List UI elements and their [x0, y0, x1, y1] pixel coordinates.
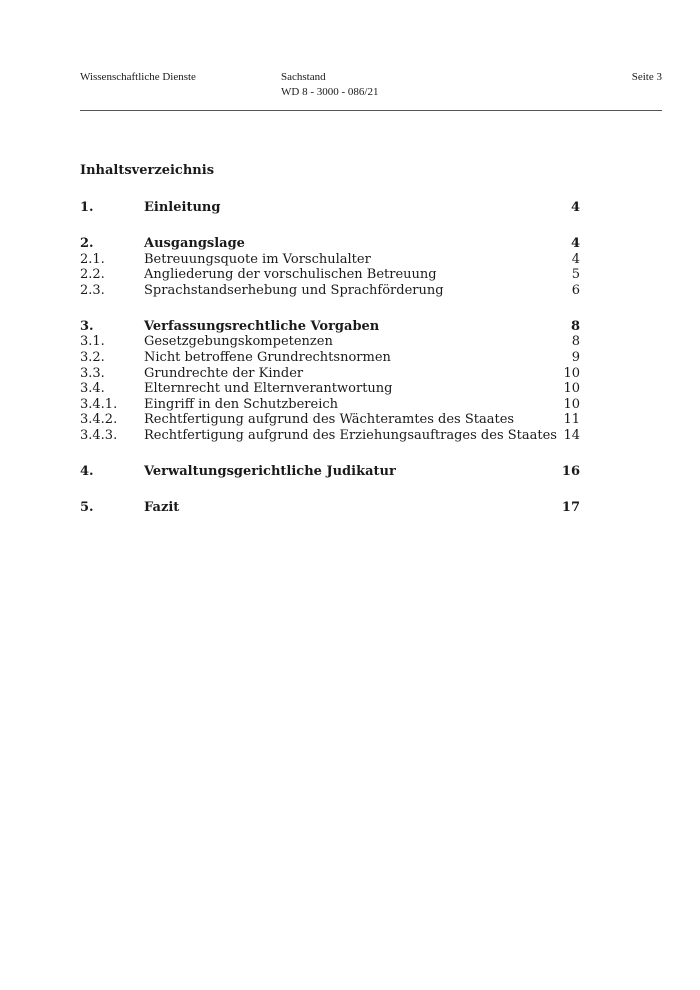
toc-entry-number: 2.2. — [80, 267, 105, 283]
toc-entry-title: Rechtfertigung aufgrund des Erziehungsauftrages des Staates — [144, 427, 557, 443]
toc-entry-number: 3.4.2. — [80, 412, 118, 428]
toc-entry-number: 3.4.3. — [80, 427, 118, 443]
header-divider — [80, 110, 662, 111]
toc-entry-title: Angliederung der vorschulischen Betreuung — [144, 267, 437, 283]
toc-entry-number: 3.1. — [80, 334, 105, 350]
toc-entry[interactable] — [80, 500, 580, 516]
toc-entry-title: Elternrecht und Elternverantwortung — [144, 381, 393, 397]
toc-entry-page: 10 — [563, 365, 580, 381]
toc-entry-title: Ausgangslage — [144, 235, 245, 251]
toc-entry[interactable] — [80, 428, 580, 444]
header-organization: Wissenschaftliche Dienste — [80, 71, 196, 83]
table-of-contents — [80, 200, 580, 515]
toc-entry-page: 10 — [563, 381, 580, 397]
toc-entry-number: 1. — [80, 200, 94, 215]
toc-entry-number: 3. — [80, 318, 94, 334]
toc-entry-title: Betreuungsquote im Vorschulalter — [144, 251, 371, 267]
toc-entry-page: 4 — [571, 251, 580, 267]
toc-entry-title: Sprachstandserhebung und Sprachförderung — [144, 282, 444, 298]
toc-entry-number: 2.1. — [80, 251, 105, 267]
toc-entry-number: 3.2. — [80, 349, 105, 365]
toc-entry[interactable] — [80, 350, 580, 366]
toc-entry[interactable] — [80, 412, 580, 428]
toc-entry-number: 3.4. — [80, 381, 105, 397]
toc-entry-number: 4. — [80, 463, 94, 479]
toc-entry-title: Verfassungsrechtliche Vorgaben — [144, 318, 380, 334]
toc-entry-title: Fazit — [144, 499, 180, 515]
toc-entry[interactable] — [80, 397, 580, 413]
toc-entry-page: 6 — [571, 282, 580, 298]
toc-entry-title: Gesetzgebungskompetenzen — [144, 334, 333, 350]
header-doc-number: WD 8 - 3000 - 086/21 — [281, 86, 379, 98]
toc-entry-title: Grundrechte der Kinder — [144, 365, 304, 381]
toc-entry-page: 4 — [570, 235, 580, 251]
toc-entry-title: Verwaltungsgerichtliche Judikatur — [144, 463, 396, 479]
toc-entry[interactable] — [80, 252, 580, 268]
toc-entry[interactable] — [80, 283, 580, 299]
toc-entry-number: 3.4.1. — [80, 396, 118, 412]
header-doc-type: Sachstand — [281, 71, 326, 83]
toc-entry-title: Einleitung — [144, 200, 221, 215]
toc-entry[interactable] — [80, 267, 580, 283]
toc-entry[interactable] — [80, 319, 580, 335]
toc-entry-page: 9 — [571, 349, 580, 365]
toc-entry-number: 2. — [80, 235, 94, 251]
toc-entry-title: Rechtfertigung aufgrund des Wächteramtes des Staates — [144, 412, 515, 428]
toc-entry-page: 8 — [570, 318, 580, 334]
header-page-number: Seite 3 — [631, 71, 662, 83]
toc-entry-page: 17 — [561, 499, 580, 515]
toc-entry-title: Eingriff in den Schutzbereich — [144, 396, 339, 412]
toc-entry-page: 8 — [571, 334, 580, 350]
toc-entry[interactable] — [80, 381, 580, 397]
toc-entry-number: 5. — [80, 499, 94, 515]
toc-entry-page: 16 — [561, 463, 580, 479]
toc-title: Inhaltsverzeichnis — [80, 163, 215, 178]
toc-entry[interactable] — [80, 200, 580, 216]
toc-entry-page: 11 — [563, 412, 580, 428]
toc-entry-title: Nicht betroffene Grundrechtsnormen — [144, 349, 391, 365]
page-header — [80, 70, 662, 108]
toc-entry[interactable] — [80, 236, 580, 252]
toc-entry[interactable] — [80, 366, 580, 382]
toc-entry[interactable] — [80, 464, 580, 480]
toc-entry-number: 3.3. — [80, 365, 105, 381]
toc-entry-page: 14 — [563, 427, 580, 443]
toc-entry-page: 5 — [571, 267, 580, 283]
toc-entry-page: 10 — [563, 396, 580, 412]
toc-entry[interactable] — [80, 334, 580, 350]
header-document-info — [281, 70, 378, 100]
toc-entry-page: 4 — [570, 200, 580, 215]
toc-entry-number: 2.3. — [80, 282, 105, 298]
